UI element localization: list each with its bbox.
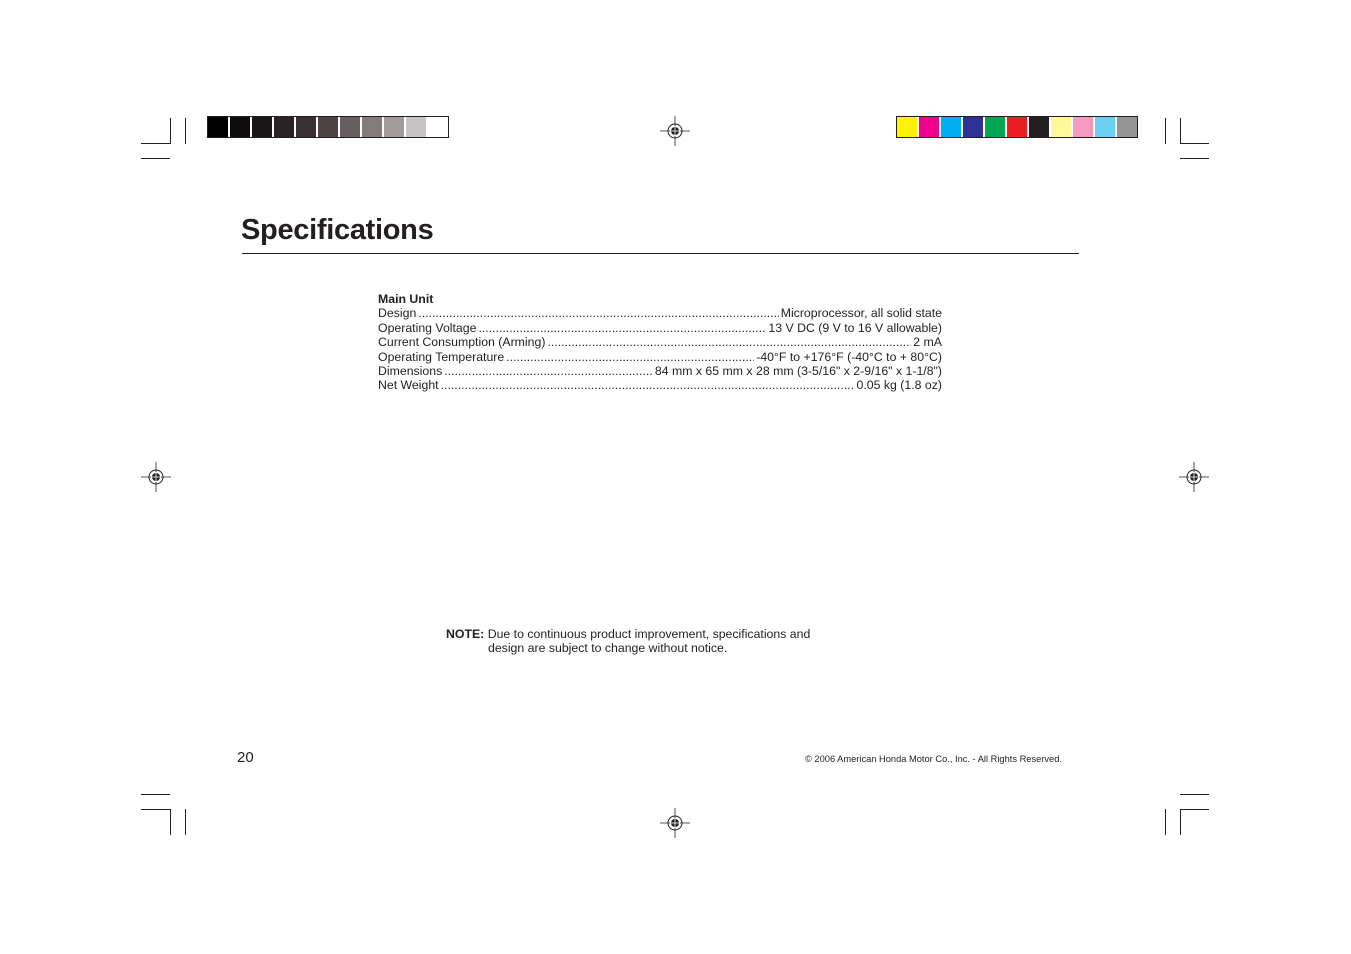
- dot-leader: [444, 364, 653, 378]
- dot-leader: [418, 306, 778, 320]
- color-swatch: [919, 117, 941, 137]
- color-swatch: [296, 117, 318, 137]
- spec-value: -40°F to +176°F (-40°C to + 80°C): [756, 349, 942, 364]
- spec-value: 0.05 kg (1.8 oz): [856, 378, 942, 393]
- spec-value: Microprocessor, all solid state: [780, 306, 942, 321]
- spec-row: [378, 321, 942, 335]
- dot-leader: [441, 378, 855, 392]
- color-swatch: [340, 117, 362, 137]
- dot-leader: [478, 321, 766, 335]
- registration-mark-icon: [660, 116, 690, 146]
- spec-value: 84 mm x 65 mm x 28 mm (3-5/16" x 2-9/16" x 1-1/8"): [654, 364, 942, 379]
- spec-row: [378, 335, 942, 349]
- registration-mark-icon: [1179, 462, 1209, 492]
- process-color-bar: [896, 116, 1138, 138]
- spec-section-heading: Main Unit: [378, 292, 434, 306]
- spec-value: 2 mA: [913, 335, 942, 350]
- spec-row: [378, 306, 942, 320]
- page-title: Specifications: [241, 214, 434, 246]
- copyright-notice: © 2006 American Honda Motor Co., Inc. - All Rights Reserved.: [805, 754, 1062, 764]
- color-swatch: [1029, 117, 1051, 137]
- dot-leader: [506, 350, 754, 364]
- page-number: 20: [237, 749, 254, 766]
- color-swatch: [362, 117, 384, 137]
- color-swatch: [230, 117, 252, 137]
- spec-label: Operating Voltage: [378, 320, 477, 335]
- spec-label: Dimensions: [378, 364, 443, 379]
- dot-leader: [547, 335, 911, 349]
- color-swatch: [963, 117, 985, 137]
- grayscale-color-bar: [207, 116, 449, 138]
- color-swatch: [941, 117, 963, 137]
- color-swatch: [318, 117, 340, 137]
- spec-label: Net Weight: [378, 378, 439, 393]
- color-swatch: [1117, 117, 1137, 137]
- spec-label: Operating Temperature: [378, 349, 505, 364]
- color-swatch: [274, 117, 296, 137]
- color-swatch: [1073, 117, 1095, 137]
- spec-label: Current Consumption (Arming): [378, 335, 546, 350]
- color-swatch: [428, 117, 448, 137]
- color-swatch: [384, 117, 406, 137]
- specifications-list: [378, 292, 942, 393]
- spec-row: [378, 378, 942, 392]
- spec-label: Design: [378, 306, 417, 321]
- color-swatch: [406, 117, 428, 137]
- color-swatch: [252, 117, 274, 137]
- color-swatch: [897, 117, 919, 137]
- note-label: NOTE:: [446, 627, 485, 641]
- color-swatch: [208, 117, 230, 137]
- registration-mark-icon: [141, 462, 171, 492]
- color-swatch: [1051, 117, 1073, 137]
- spec-row: [378, 364, 942, 378]
- note: [446, 627, 810, 656]
- spec-value: 13 V DC (9 V to 16 V allowable): [768, 320, 942, 335]
- note-text-line-1: Due to continuous product improvement, specifications and: [487, 627, 811, 641]
- color-swatch: [985, 117, 1007, 137]
- color-swatch: [1007, 117, 1029, 137]
- note-text-line-2: design are subject to change without notice.: [488, 641, 728, 656]
- color-swatch: [1095, 117, 1117, 137]
- spec-row: [378, 350, 942, 364]
- title-underline: [242, 253, 1079, 254]
- registration-mark-icon: [660, 808, 690, 838]
